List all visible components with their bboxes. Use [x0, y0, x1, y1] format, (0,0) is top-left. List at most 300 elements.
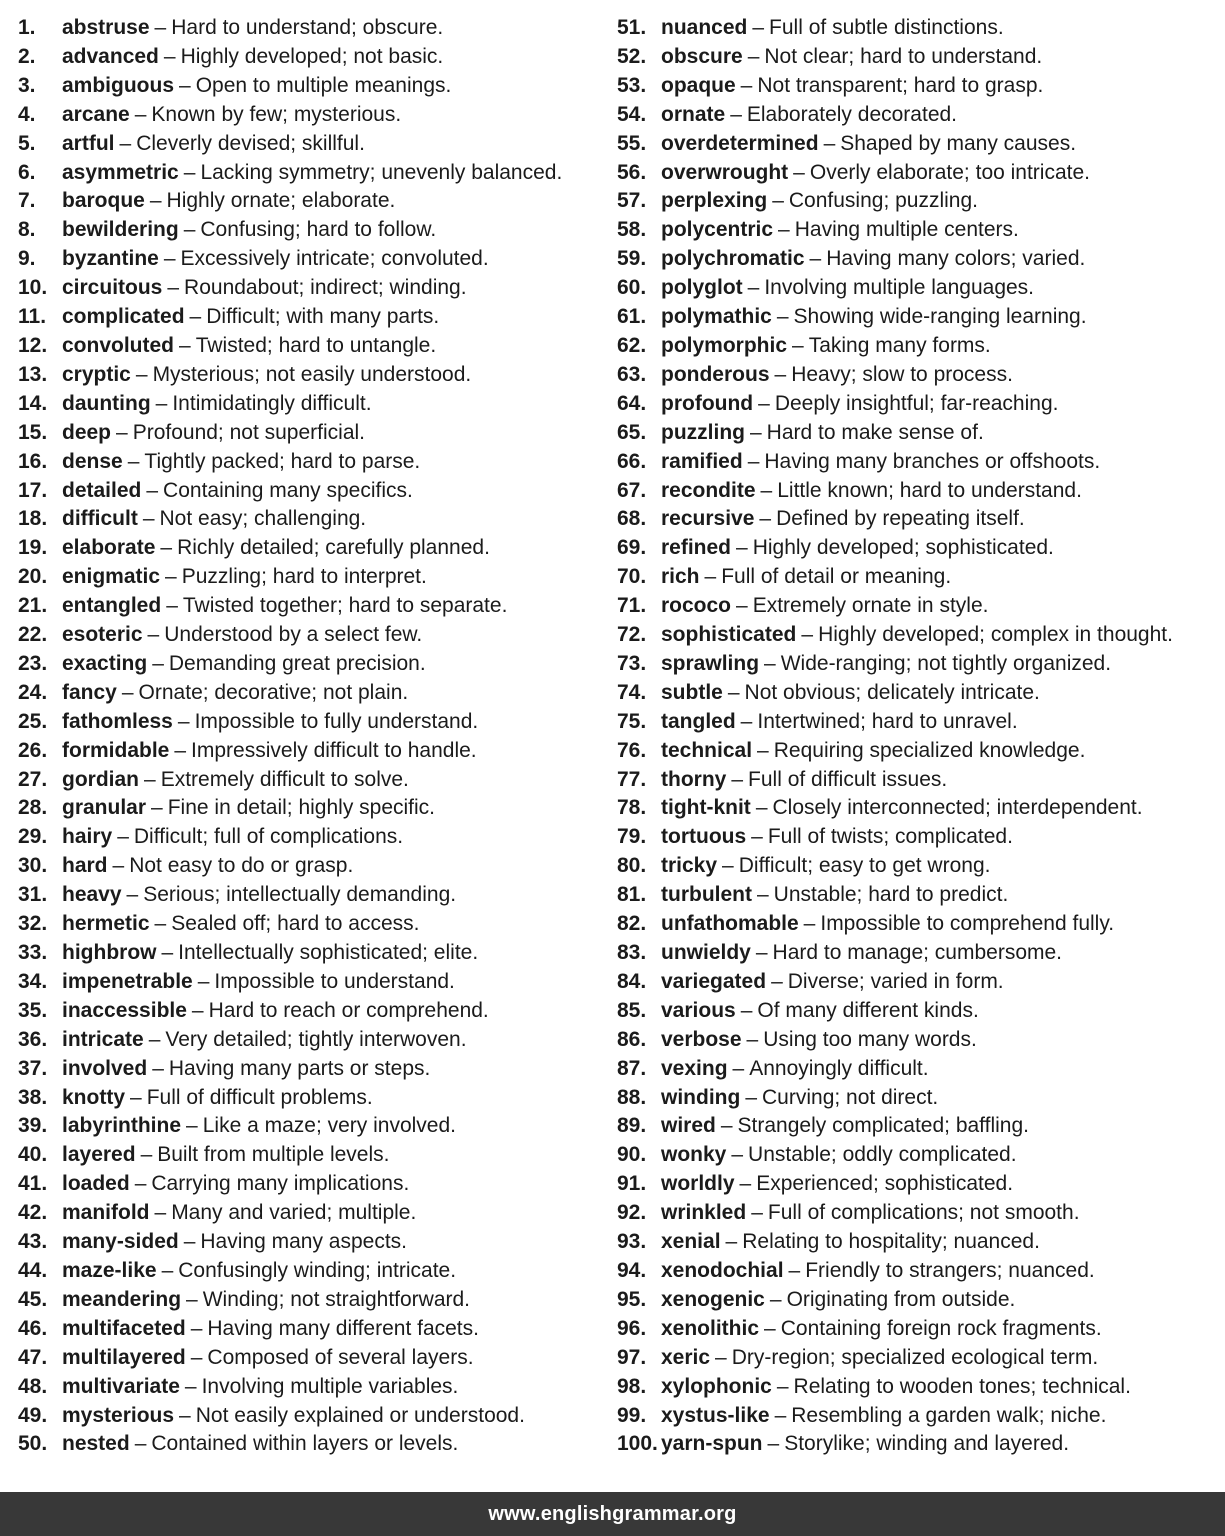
item-text — [661, 737, 1085, 766]
item-text — [62, 361, 471, 390]
list-item — [617, 1430, 1207, 1459]
item-definition: Curving; not direct. — [762, 1085, 939, 1109]
item-number: 48. — [18, 1374, 48, 1398]
item-text — [661, 650, 1111, 679]
item-number: 93. — [617, 1230, 647, 1254]
item-number: 78. — [617, 796, 647, 820]
item-word: recondite — [661, 478, 756, 502]
item-text — [62, 997, 489, 1026]
dash-separator: – — [720, 1114, 733, 1138]
item-definition: Diverse; varied in form. — [787, 969, 1004, 993]
item-text — [62, 1315, 479, 1344]
item-text — [661, 1055, 929, 1084]
item-word: variegated — [661, 969, 767, 993]
list-item — [617, 1315, 1207, 1344]
list-item — [617, 1141, 1207, 1170]
item-number: 21. — [18, 594, 48, 618]
item-definition: Full of complications; not smooth. — [767, 1201, 1080, 1225]
item-text — [62, 621, 422, 650]
list-item — [617, 448, 1207, 477]
item-word: wrinkled — [661, 1201, 747, 1225]
item-word: vexing — [661, 1056, 728, 1080]
dash-separator: – — [161, 1258, 174, 1282]
dash-separator: – — [179, 333, 191, 357]
item-word: many-sided — [62, 1230, 179, 1254]
item-word: highbrow — [62, 941, 157, 964]
item-text — [661, 563, 951, 592]
item-number: 3. — [18, 73, 36, 97]
dash-separator: – — [116, 420, 128, 444]
item-definition: Sealed off; hard to access. — [171, 912, 420, 936]
item-text — [62, 390, 372, 419]
item-definition: Full of twists; complicated. — [767, 825, 1013, 849]
list-item — [18, 650, 617, 679]
list-item — [18, 1199, 617, 1228]
item-number: 43. — [18, 1230, 48, 1254]
item-number: 53. — [617, 73, 647, 97]
item-number: 75. — [617, 709, 647, 733]
dash-separator: – — [140, 1143, 153, 1167]
item-text — [661, 679, 1040, 708]
list-item — [18, 1228, 617, 1257]
item-definition: Using too many words. — [763, 1027, 977, 1051]
list-item — [617, 332, 1207, 361]
item-text — [62, 1055, 430, 1084]
item-word: artful — [62, 131, 115, 155]
dash-separator: – — [745, 1085, 758, 1109]
dash-separator: – — [127, 449, 140, 473]
item-definition: Mysterious; not easily understood. — [152, 362, 472, 386]
list-item — [18, 159, 617, 188]
item-text — [661, 274, 1034, 303]
item-text — [62, 274, 467, 303]
list-item — [617, 910, 1207, 939]
item-number: 71. — [617, 594, 647, 618]
item-definition: Hard to understand; obscure. — [171, 16, 444, 39]
dash-separator: – — [146, 478, 159, 502]
item-word: winding — [661, 1085, 741, 1109]
list-item — [617, 159, 1207, 188]
item-number: 23. — [18, 651, 48, 675]
list-item — [617, 852, 1207, 881]
item-text — [661, 534, 1054, 563]
item-word: polymorphic — [661, 333, 788, 357]
item-word: granular — [62, 796, 147, 820]
item-word: hermetic — [62, 912, 150, 936]
item-number: 87. — [617, 1056, 647, 1080]
item-word: unfathomable — [661, 912, 799, 936]
item-text — [62, 1286, 470, 1315]
dash-separator: – — [152, 651, 164, 675]
item-word: fancy — [62, 680, 117, 704]
item-number: 42. — [18, 1201, 48, 1225]
list-item — [18, 852, 617, 881]
item-number: 35. — [18, 998, 48, 1022]
item-definition: Open to multiple meanings. — [195, 73, 452, 97]
item-word: inaccessible — [62, 998, 187, 1022]
item-word: polychromatic — [661, 247, 805, 271]
item-number: 45. — [18, 1287, 48, 1311]
list-item — [18, 14, 617, 43]
list-item — [18, 274, 617, 303]
item-number: 84. — [617, 969, 647, 993]
item-text — [661, 1084, 938, 1113]
dash-separator: – — [727, 680, 740, 704]
item-text — [62, 823, 403, 852]
item-word: meandering — [62, 1287, 182, 1311]
item-word: byzantine — [62, 247, 159, 271]
item-definition: Having many parts or steps. — [168, 1056, 431, 1080]
item-word: maze-like — [62, 1258, 157, 1282]
item-word: knotty — [62, 1085, 125, 1109]
item-word: ornate — [661, 102, 726, 126]
item-word: deep — [62, 420, 112, 444]
item-text — [62, 1199, 416, 1228]
dash-separator: – — [142, 507, 155, 531]
item-text — [661, 448, 1100, 477]
item-number: 69. — [617, 536, 647, 560]
item-text — [661, 794, 1143, 823]
list-item — [18, 1402, 617, 1431]
item-definition: Composed of several layers. — [207, 1345, 474, 1369]
list-item — [617, 794, 1207, 823]
item-definition: Extremely difficult to solve. — [160, 767, 409, 791]
item-definition: Impossible to comprehend fully. — [820, 912, 1115, 936]
item-number: 19. — [18, 536, 48, 560]
item-text — [661, 101, 957, 130]
dash-separator: – — [732, 1056, 745, 1080]
item-word: manifold — [62, 1201, 150, 1225]
list-item — [18, 1344, 617, 1373]
item-word: rococo — [661, 594, 732, 618]
item-word: polycentric — [661, 218, 774, 242]
item-definition: Highly ornate; elaborate. — [166, 189, 396, 213]
dash-separator: – — [179, 1403, 191, 1427]
item-definition: Resembling a garden walk; niche. — [791, 1403, 1107, 1427]
item-number: 16. — [18, 449, 48, 473]
item-number: 70. — [617, 565, 647, 589]
dash-separator: – — [152, 1056, 164, 1080]
dash-separator: – — [823, 131, 836, 155]
list-item — [18, 968, 617, 997]
item-definition: Having many colors; varied. — [826, 247, 1086, 271]
item-definition: Experienced; sophisticated. — [756, 1172, 1014, 1196]
list-item — [617, 679, 1207, 708]
item-definition: Intellectually sophisticated; elite. — [178, 941, 479, 964]
dash-separator: – — [154, 1201, 167, 1225]
item-word: nuanced — [661, 16, 748, 39]
item-definition: Having many branches or offshoots. — [764, 449, 1101, 473]
list-item — [18, 187, 617, 216]
item-definition: Winding; not straightforward. — [202, 1287, 471, 1311]
item-text — [661, 332, 991, 361]
dash-separator: – — [191, 998, 204, 1022]
item-text — [62, 766, 409, 795]
item-definition: Deeply insightful; far-reaching. — [774, 391, 1059, 415]
dash-separator: – — [154, 16, 167, 39]
dash-separator: – — [154, 912, 167, 936]
item-number: 15. — [18, 420, 48, 444]
dash-separator: – — [758, 391, 770, 415]
dash-separator: – — [801, 623, 814, 647]
item-definition: Contained within layers or levels. — [151, 1432, 459, 1456]
item-word: ambiguous — [62, 73, 175, 97]
item-text — [62, 477, 413, 506]
item-number: 61. — [617, 305, 647, 329]
item-number: 31. — [18, 883, 48, 907]
item-text — [62, 939, 478, 968]
item-definition: Impossible to understand. — [214, 969, 455, 993]
item-text — [62, 968, 455, 997]
item-number: 11. — [18, 305, 47, 329]
dash-separator: – — [134, 102, 147, 126]
list-item — [617, 1026, 1207, 1055]
dash-separator: – — [165, 565, 177, 589]
list-item — [18, 881, 617, 910]
dash-separator: – — [186, 1287, 198, 1311]
item-number: 25. — [18, 709, 48, 733]
list-item — [617, 303, 1207, 332]
website-url: www.englishgrammar.org — [488, 1502, 737, 1525]
item-text — [661, 361, 1013, 390]
item-definition: Like a maze; very involved. — [202, 1114, 457, 1138]
dash-separator: – — [197, 969, 210, 993]
item-text — [661, 1026, 977, 1055]
dash-separator: – — [177, 709, 190, 733]
item-word: polymathic — [661, 305, 772, 329]
item-number: 7. — [18, 189, 36, 213]
item-number: 74. — [617, 680, 647, 704]
item-text — [62, 14, 443, 43]
item-word: mysterious — [62, 1403, 175, 1427]
item-text — [661, 621, 1173, 650]
item-text — [661, 1170, 1013, 1199]
item-word: subtle — [661, 680, 723, 704]
item-text — [661, 43, 1042, 72]
item-text — [62, 737, 477, 766]
item-number: 2. — [18, 44, 36, 68]
item-word: obscure — [661, 44, 743, 68]
item-number: 41. — [18, 1172, 48, 1196]
item-text — [62, 1084, 373, 1113]
dash-separator: – — [731, 767, 744, 791]
item-word: wired — [661, 1114, 716, 1138]
item-definition: Relating to wooden tones; technical. — [793, 1374, 1131, 1398]
item-word: polyglot — [661, 276, 743, 300]
item-definition: Intertwined; hard to unravel. — [757, 709, 1018, 733]
item-number: 98. — [617, 1374, 647, 1398]
item-definition: Not easy; challenging. — [159, 507, 367, 531]
item-definition: Requiring specialized knowledge. — [773, 738, 1086, 762]
dash-separator: – — [778, 218, 790, 242]
dash-separator: – — [764, 651, 776, 675]
list-item — [617, 14, 1207, 43]
item-text — [661, 1402, 1106, 1431]
dash-separator: – — [771, 969, 783, 993]
item-text — [661, 1430, 1069, 1459]
item-number: 47. — [18, 1345, 48, 1369]
list-item — [617, 245, 1207, 274]
dash-separator: – — [776, 305, 789, 329]
list-item — [617, 939, 1207, 968]
item-definition: Relating to hospitality; nuanced. — [742, 1230, 1040, 1254]
list-item — [617, 274, 1207, 303]
list-item — [18, 1373, 617, 1402]
item-definition: Showing wide-ranging learning. — [793, 305, 1087, 329]
item-definition: Richly detailed; carefully planned. — [177, 536, 490, 560]
dash-separator: – — [749, 420, 762, 444]
item-text — [62, 881, 456, 910]
item-definition: Taking many forms. — [808, 333, 991, 357]
list-item — [617, 1170, 1207, 1199]
item-definition: Hard to reach or comprehend. — [208, 998, 489, 1022]
item-text — [661, 303, 1087, 332]
item-definition: Having many aspects. — [200, 1230, 407, 1254]
list-item — [18, 245, 617, 274]
item-definition: Confusing; hard to follow. — [200, 218, 437, 242]
dash-separator: – — [759, 507, 772, 531]
item-number: 95. — [617, 1287, 647, 1311]
list-item — [18, 563, 617, 592]
list-item — [18, 1286, 617, 1315]
item-word: profound — [661, 391, 754, 415]
item-word: xenolithic — [661, 1316, 760, 1340]
list-item — [617, 1402, 1207, 1431]
item-definition: Extremely ornate in style. — [752, 594, 989, 618]
list-item — [617, 130, 1207, 159]
item-definition: Unstable; hard to predict. — [773, 883, 1009, 907]
item-text — [62, 419, 365, 448]
dash-separator: – — [183, 218, 196, 242]
item-word: various — [661, 998, 736, 1022]
list-item — [18, 1026, 617, 1055]
item-word: tangled — [661, 709, 736, 733]
item-number: 67. — [617, 478, 647, 502]
item-definition: Dry-region; specialized ecological term. — [731, 1345, 1099, 1369]
item-word: difficult — [62, 507, 138, 531]
item-text — [62, 1373, 458, 1402]
item-number: 50. — [18, 1432, 48, 1456]
item-definition: Excessively intricate; convoluted. — [180, 247, 489, 271]
item-text — [62, 794, 435, 823]
dash-separator: – — [747, 276, 760, 300]
item-definition: Friendly to strangers; nuanced. — [805, 1258, 1095, 1282]
item-text — [661, 477, 1082, 506]
item-number: 13. — [18, 362, 48, 386]
dash-separator: – — [186, 1114, 198, 1138]
item-definition: Having multiple centers. — [794, 218, 1019, 242]
item-word: rich — [661, 565, 700, 589]
list-item — [18, 939, 617, 968]
list-item — [18, 1112, 617, 1141]
item-number: 68. — [617, 507, 647, 531]
item-text — [661, 968, 1004, 997]
list-item — [18, 592, 617, 621]
footer-bar — [0, 1492, 1225, 1536]
dash-separator: – — [746, 1027, 759, 1051]
item-word: complicated — [62, 305, 185, 329]
item-number: 37. — [18, 1056, 48, 1080]
item-definition: Serious; intellectually demanding. — [143, 883, 457, 907]
list-item — [617, 1112, 1207, 1141]
list-item — [18, 332, 617, 361]
dash-separator: – — [163, 247, 176, 271]
item-definition: Confusingly winding; intricate. — [178, 1258, 457, 1282]
item-definition: Built from multiple levels. — [157, 1143, 390, 1167]
list-item — [617, 534, 1207, 563]
item-text — [661, 1257, 1095, 1286]
dash-separator: – — [112, 854, 125, 878]
item-text — [62, 101, 401, 130]
item-word: worldly — [661, 1172, 735, 1196]
item-word: dense — [62, 449, 123, 473]
item-number: 44. — [18, 1258, 48, 1282]
item-word: opaque — [661, 73, 736, 97]
item-definition: Impossible to fully understand. — [194, 709, 479, 733]
item-word: sprawling — [661, 651, 760, 675]
item-number: 32. — [18, 912, 48, 936]
dash-separator: – — [809, 247, 822, 271]
item-text — [62, 245, 489, 274]
item-definition: Of many different kinds. — [757, 998, 979, 1022]
item-definition: Fine in detail; highly specific. — [167, 796, 436, 820]
list-item — [617, 1199, 1207, 1228]
item-number: 40. — [18, 1143, 48, 1167]
list-item — [617, 1286, 1207, 1315]
item-number: 55. — [617, 131, 647, 155]
item-word: convoluted — [62, 333, 175, 357]
item-text — [62, 332, 436, 361]
item-definition: Having many different facets. — [207, 1316, 479, 1340]
list-item — [18, 1257, 617, 1286]
dash-separator: – — [740, 73, 753, 97]
dash-separator: – — [731, 1143, 744, 1167]
item-text — [661, 187, 978, 216]
dash-separator: – — [148, 1027, 161, 1051]
item-definition: Closely interconnected; interdependent. — [772, 796, 1143, 820]
item-word: abstruse — [62, 16, 150, 39]
list-item — [18, 910, 617, 939]
item-text — [661, 505, 1025, 534]
item-word: elaborate — [62, 536, 156, 560]
dash-separator: – — [149, 189, 162, 213]
item-word: xylophonic — [661, 1374, 772, 1398]
list-item — [18, 419, 617, 448]
item-word: cryptic — [62, 362, 131, 386]
item-text — [62, 708, 478, 737]
item-word: xenodochial — [661, 1258, 784, 1282]
list-item — [18, 621, 617, 650]
item-text — [62, 1026, 467, 1055]
item-number: 26. — [18, 738, 48, 762]
item-text — [661, 823, 1013, 852]
dash-separator: – — [151, 796, 163, 820]
item-number: 30. — [18, 854, 48, 878]
dash-separator: – — [776, 1374, 789, 1398]
dash-separator: – — [134, 1172, 147, 1196]
item-number: 22. — [18, 623, 48, 647]
item-text — [62, 679, 408, 708]
item-text — [62, 1170, 409, 1199]
item-word: formidable — [62, 738, 170, 762]
list-item — [18, 361, 617, 390]
item-number: 17. — [18, 478, 48, 502]
item-definition: Known by few; mysterious. — [151, 102, 402, 126]
item-word: heavy — [62, 883, 122, 907]
list-item — [617, 592, 1207, 621]
list-item — [18, 448, 617, 477]
item-number: 88. — [617, 1085, 647, 1109]
